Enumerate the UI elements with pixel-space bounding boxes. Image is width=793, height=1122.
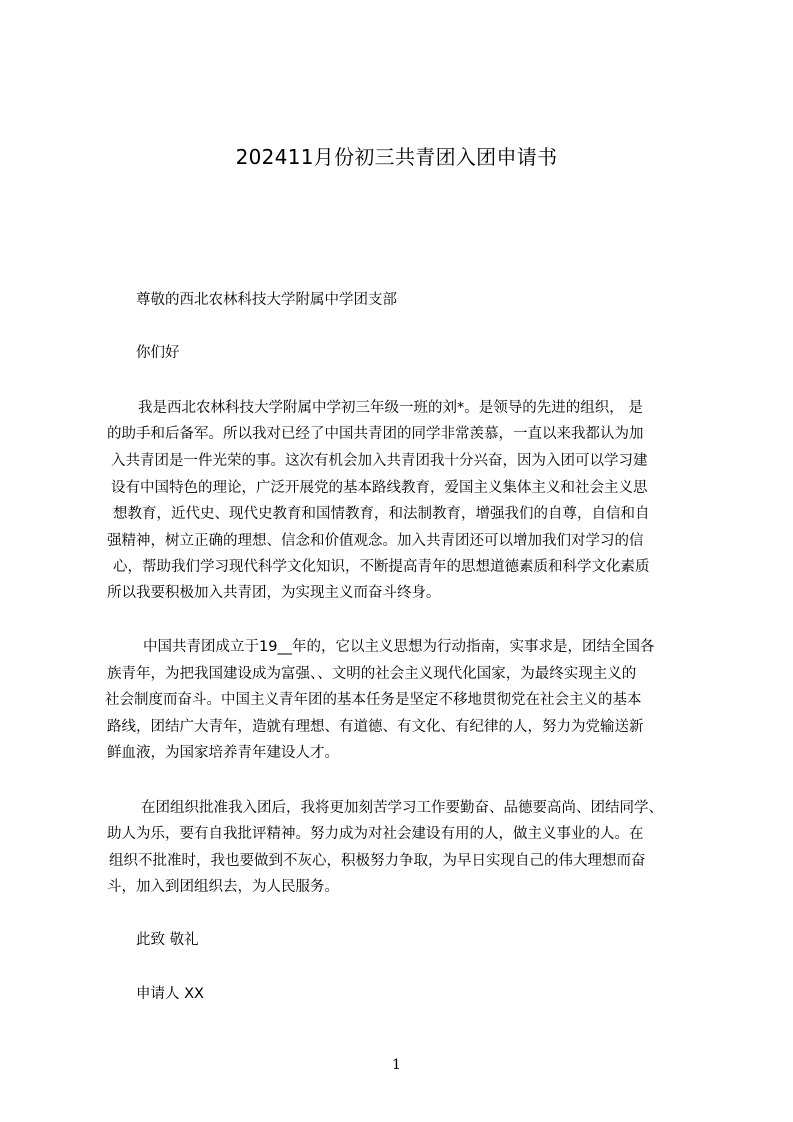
page-number: 1: [392, 1057, 401, 1073]
paragraph-line: 族青年，为把我国建设成为富强、、文明的社会主义现代化国家，为最终实现主义的: [107, 666, 637, 682]
signature: 申请人 XX: [136, 986, 204, 1002]
salutation: 尊敬的西北农林科技大学附属中学团支部: [136, 292, 397, 308]
paragraph-line: 想教育，近代史、现代史教育和国情教育，和法制教育，增强我们的自尊，自信和自: [113, 506, 650, 522]
paragraph-line: 助人为乐，要有自我批评精神。努力成为对社会建设有用的人，做主义事业的人。在: [107, 826, 644, 842]
paragraph-line: 设有中国特色的理论，广泛开展党的基本路线教育，爱国主义集体主义和社会主义思: [111, 480, 648, 496]
paragraph-line: 在团组织批准我入团后，我将更加刻苦学习工作要勤奋、品德要高尚、团结同学、: [141, 800, 663, 816]
document-title: 202411月份初三共青团入团申请书: [235, 145, 558, 169]
greeting: 你们好: [136, 345, 180, 361]
paragraph-line: 的助手和后备军。所以我对已经了中国共青团的同学非常羡慕，一直以来我都认为加: [107, 426, 644, 442]
paragraph-line: 斗，加入到团组织去，为人民服务。: [107, 879, 339, 895]
paragraph-line: 心，帮助我们学习现代科学文化知识，不断提高青年的思想道德素质和科学文化素质: [113, 559, 650, 575]
paragraph-line: 中国共青团成立于19__年的，它以主义思想为行动指南，实事求是，团结全国各: [143, 639, 655, 655]
paragraph-line: 入共青团是一件光荣的事。这次有机会加入共青团我十分兴奋，因为入团可以学习建: [111, 453, 648, 469]
paragraph-line: 组织不批准时，我也要做到不灰心，积极努力争取，为早日实现自己的伟大理想而奋: [109, 853, 646, 869]
paragraph-line: 所以我要积极加入共青团，为实现主义而奋斗终身。: [107, 585, 441, 601]
paragraph-line: 强精神，树立正确的理想、信念和价值观念。加入共青团还可以增加我们对学习的信: [107, 533, 644, 549]
closing: 此致 敬礼: [136, 932, 199, 948]
paragraph-line: 路线，团结广大青年，造就有理想、有道德、有文化、有纪律的人，努力为党输送新: [107, 719, 644, 735]
paragraph-line: 鲜血液，为国家培养青年建设人才。: [107, 745, 339, 761]
paragraph-line: 我是西北农林科技大学附属中学初三年级一班的刘*。是领导的先进的组织， 是: [138, 400, 643, 416]
paragraph-line: 社会制度而奋斗。中国主义青年团的基本任务是坚定不移地贯彻党在社会主义的基本: [105, 692, 642, 708]
